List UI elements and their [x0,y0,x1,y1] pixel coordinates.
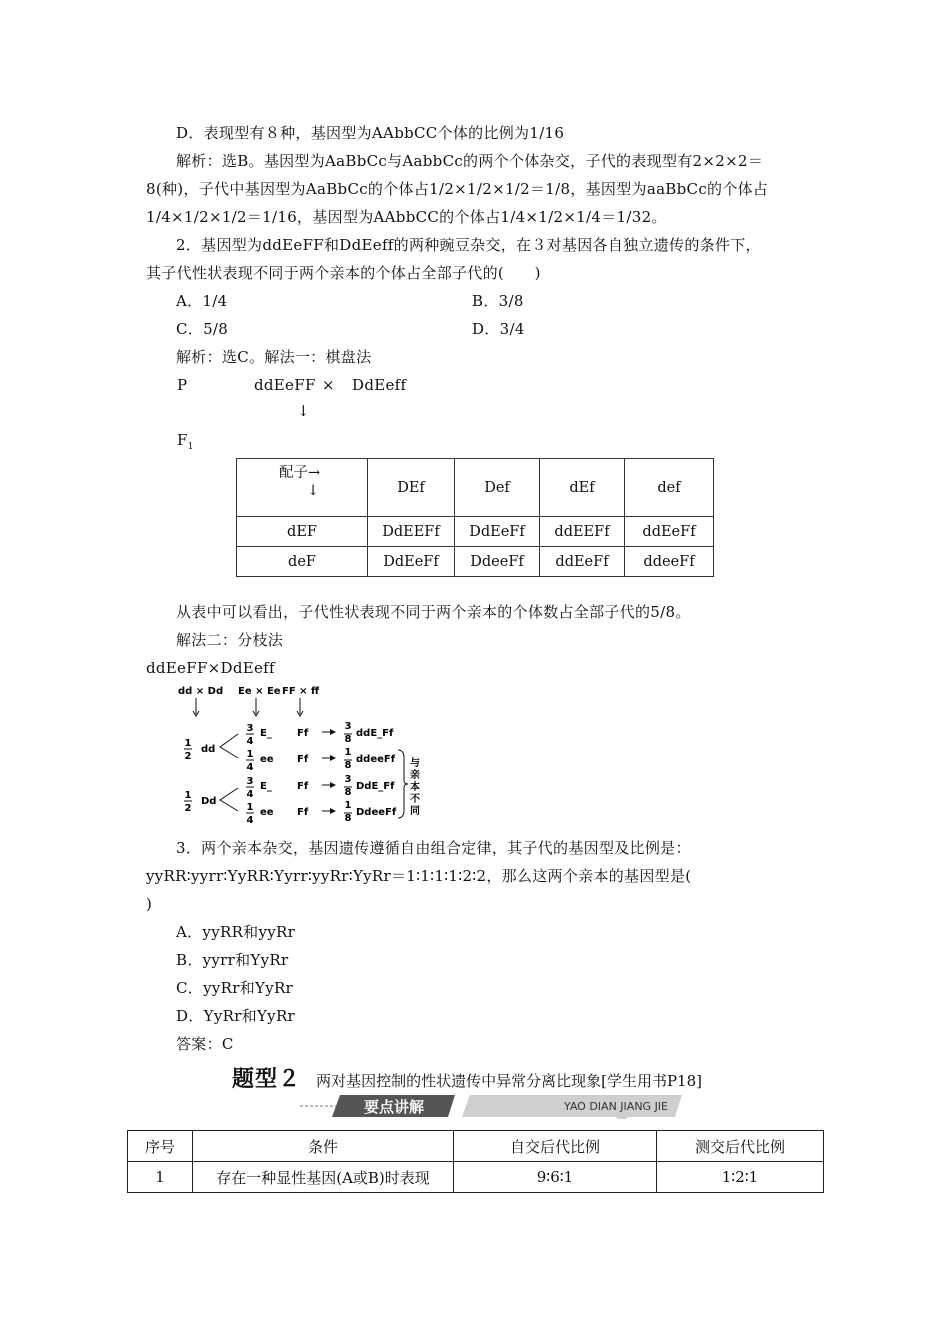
header-cell: 自交后代比例 [454,1131,657,1162]
q3-option-d: D．YyRr和YyRr [176,1007,296,1025]
table-cell: 1∶2∶1 [657,1162,824,1193]
diag-E: E_ [260,728,272,739]
q1-analysis-line-2: 8(种)，子代中基因型为AaBbCc的个体占1/2×1/2×1/2＝1/8，基因型为aaBbCc的个体占 [146,180,769,198]
fraction-1-8-den: 8 [344,813,352,824]
table-row [237,547,714,577]
table-cell: DdEeFf [455,517,540,547]
diag-result-1: ddE_Ff [356,728,394,739]
table-cell: ddEeFf [625,517,714,547]
banner-cn: 要点讲解 [363,1098,425,1116]
q1-option-d: D．表现型有８种，基因型为AAbbCC个体的比例为1/16 [176,124,565,142]
header-cell: 序号 [128,1131,193,1162]
q3-option-b: B．yyrr和YyRr [176,951,289,969]
fraction-half-num: 1 [184,738,192,749]
table-cell: 存在一种显性基因(A或B)时表现 [193,1162,454,1193]
fraction-half-den: 2 [184,803,192,814]
header-cell: 条件 [193,1131,454,1162]
header-cell: 测交后代比例 [657,1131,824,1162]
fraction-3-4-num: 3 [246,723,254,734]
cross-p-label: P [177,376,188,394]
fraction-3-4-den: 4 [246,736,254,747]
q2-stem-line-1: 2．基因型为ddEeFF和DdEeff的两种豌豆杂交，在３对基因各自独立遗传的条件下， [176,236,761,254]
col-header: def [625,459,714,517]
cross-parent-left: ddEeFF [254,376,316,394]
diag-ee: ee [260,807,274,818]
diag-header-ff: FF × ff [282,686,320,697]
diag-E: E_ [260,781,272,792]
fraction-1-4-den: 4 [246,762,254,773]
q3-option-a: A．yyRR和yyRr [176,923,296,941]
table-cell: ddEEFf [540,517,625,547]
diag-note-char: 本 [410,782,420,793]
ratio-table-header-row [128,1131,824,1162]
q3-option-c: C．yyRr和YyRr [176,979,294,997]
table-cell: 9∶6∶1 [454,1162,657,1193]
ratio-table [127,1130,824,1193]
fraction-1-4-num: 1 [246,802,254,813]
q2-option-a: A．1/4 [176,292,228,310]
fraction-half-den: 2 [184,751,192,762]
gamete-arrow-down: ↓ [307,483,320,499]
q2-option-d: D．3/4 [472,320,525,338]
diag-note-char: 同 [410,806,420,817]
q3-stem-line-1: 3．两个亲本杂交，基因遗传遵循自由组合定律，其子代的基因型及比例是： [176,839,691,857]
diag-header-dd: dd × Dd [178,686,224,697]
table-cell: DdEeFf [368,547,455,577]
cross-parent-right: DdEeff [352,376,407,394]
q1-analysis-line-3: 1/4×1/2×1/2＝1/16，基因型为AAbbCC的个体占1/4×1/2×1/4＝1/32。 [146,208,667,226]
q2-option-c: C．5/8 [176,320,229,338]
q2-stem-line-2: 其子代性状表现不同于两个亲本的个体占全部子代的( ) [146,264,541,282]
table-cell: ddeeFf [625,547,714,577]
col-header: dEf [540,459,625,517]
col-header: Def [455,459,540,517]
diag-note-char: 不 [410,794,420,805]
section-subtitle: 两对基因控制的性状遗传中异常分离比现象[学生用书P18] [316,1072,702,1090]
q2-method2-cross: ddEeFF×DdEeff [146,659,275,677]
q3-stem-line-3: ) [146,895,153,913]
table-cell: DdeeFf [455,547,540,577]
q1-analysis-line-1: 解析：选B。基因型为AaBbCc与AabbCc的两个个体杂交，子代的表现型有2×2×2＝ [176,152,764,170]
diag-header-ee: Ee × Ee [238,686,281,697]
diag-ee: ee [260,754,274,765]
fraction-3-8-den: 8 [344,787,352,798]
fraction-3-4-num: 3 [246,776,254,787]
diag-Dd: Dd [201,796,217,807]
section-heading [232,1062,702,1092]
cross-arrow-down: ↓ [297,402,310,420]
row-header: deF [237,547,368,577]
section-title: 题型２ [232,1067,302,1092]
fraction-half-num: 1 [184,790,192,801]
cross-symbol: × [322,376,335,394]
fraction-3-8-den: 8 [344,734,352,745]
branch-diagram [176,684,436,834]
diag-Ff: Ff [297,728,309,739]
table-cell: ddEeFf [540,547,625,577]
diag-dd: dd [201,744,216,755]
row-header: dEF [237,517,368,547]
fraction-3-8-num: 3 [344,774,352,785]
table-corner [237,459,368,517]
diag-Ff: Ff [297,781,309,792]
diag-result-2: ddeeFf [356,754,396,765]
diag-Ff: Ff [297,754,309,765]
fraction-1-8-num: 1 [344,800,352,811]
diag-result-3: DdE_Ff [356,781,395,792]
fraction-3-8-num: 3 [344,721,352,732]
diag-note-char: 亲 [410,770,420,781]
col-header: DEf [368,459,455,517]
table-row [237,517,714,547]
q2-method2: 解法二：分枝法 [176,631,284,649]
table-row [128,1162,824,1193]
punnett-table [236,458,714,577]
fraction-1-8-num: 1 [344,747,352,758]
q2-conclusion: 从表中可以看出，子代性状表现不同于两个亲本的个体数占全部子代的5/8。 [176,603,691,621]
q2-option-b: B．3/8 [472,292,524,310]
fraction-3-4-den: 4 [246,789,254,800]
q3-answer: 答案：C [176,1035,234,1053]
f1-label: $F_1$ [177,431,194,452]
q2-analysis-intro: 解析：选C。解法一：棋盘法 [176,348,372,366]
table-cell: 1 [128,1162,193,1193]
gamete-label: 配子→ [279,465,321,481]
q3-stem-line-2: yyRR∶yyrr∶YyRR∶Yyrr∶yyRr∶YyRr＝1∶1∶1∶1∶2∶2，那么这两个亲本的基因型是( [146,867,692,885]
table-cell: DdEEFf [368,517,455,547]
fraction-1-4-den: 4 [246,815,254,826]
banner-en: YAO DIAN JIANG JIE [563,1100,669,1113]
diag-result-4: DdeeFf [356,807,397,818]
fraction-1-8-den: 8 [344,760,352,771]
section-banner [300,1093,682,1119]
diag-Ff: Ff [297,807,309,818]
fraction-1-4-num: 1 [246,749,254,760]
diag-note-char: 与 [410,758,420,769]
